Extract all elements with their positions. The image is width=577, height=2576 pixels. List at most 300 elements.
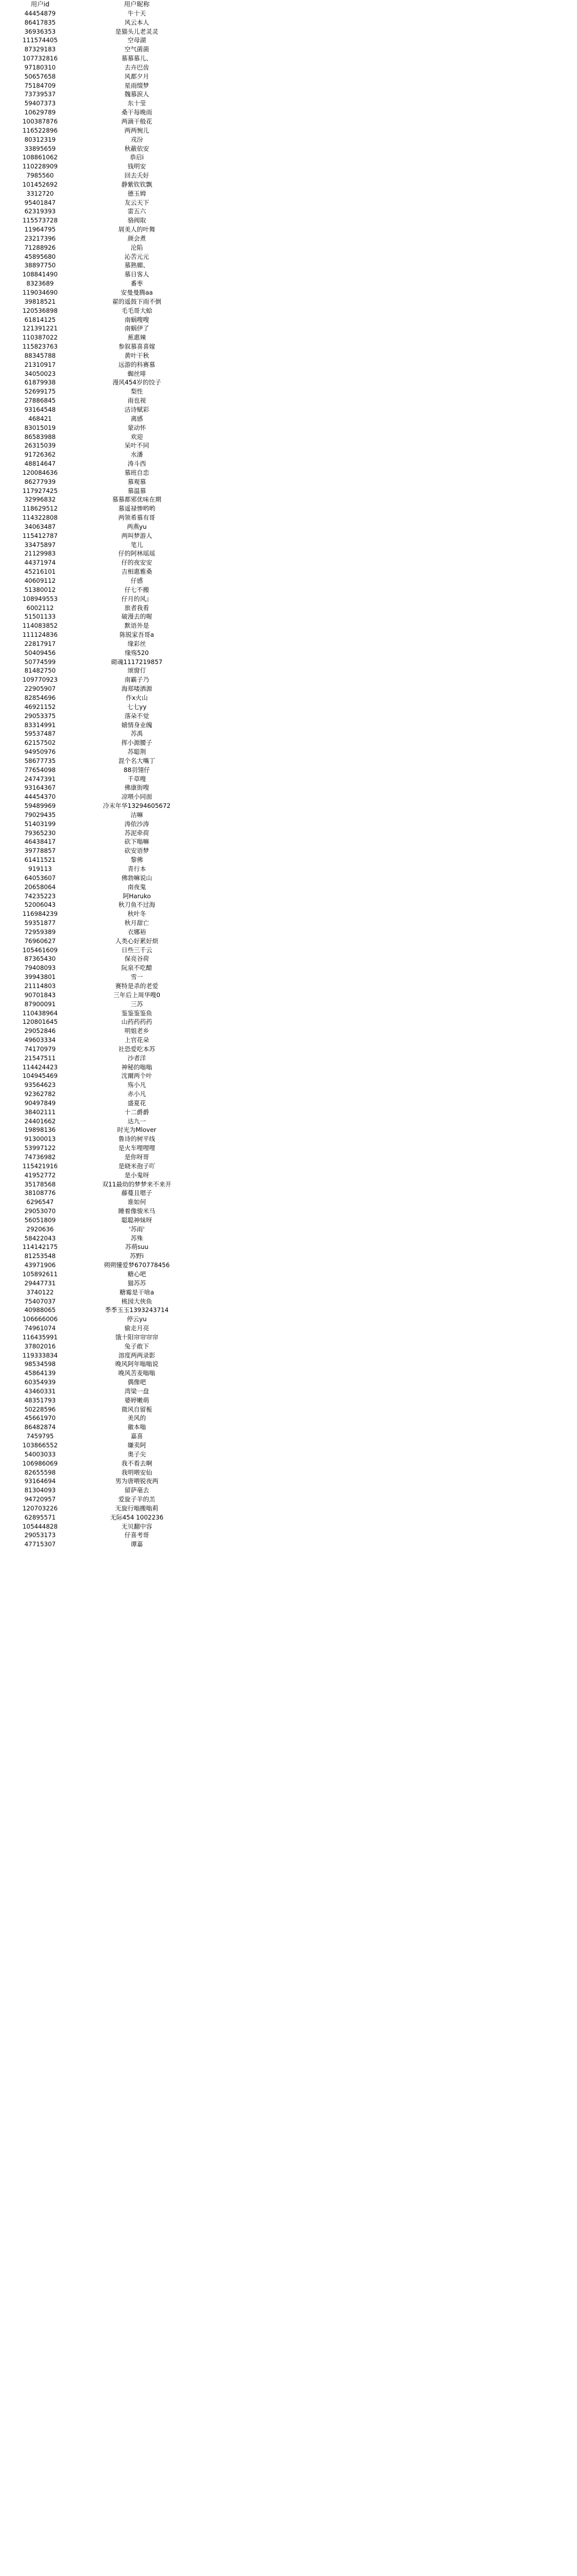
table-row: [0, 1270, 193, 1279]
table-row: [0, 360, 193, 369]
table-row: [0, 883, 193, 892]
user-nickname-cell: 慕遥禄惨哟哟: [118, 505, 155, 513]
user-id-cell: 54003033: [24, 1450, 56, 1458]
user-id-cell: 52699175: [24, 388, 56, 396]
user-nickname-cell: 南蜗嗖嗖: [124, 315, 149, 323]
user-nickname-cell: 钱明安: [127, 163, 146, 171]
table-row: [0, 604, 193, 613]
user-nickname-cell: 东十莹: [127, 99, 146, 107]
user-nickname-cell: 糖霉是干啥a: [119, 1288, 154, 1296]
user-nickname-cell: 涛依沙涛: [124, 820, 149, 828]
user-nickname-cell: 慕慕慕儿、: [121, 55, 152, 63]
user-id-cell: 100387876: [22, 117, 58, 125]
user-id-cell: 44371974: [24, 559, 56, 567]
user-nickname-cell: 猫苏苏: [127, 1279, 146, 1287]
user-id-cell: 106666006: [22, 1315, 58, 1323]
user-id-cell: 71288926: [24, 243, 56, 251]
user-id-cell: 91300013: [24, 1135, 56, 1143]
table-row: [0, 621, 193, 630]
user-nickname-cell: 兔子敢下: [124, 1342, 149, 1350]
user-nickname-cell: 蒙动怀: [127, 423, 146, 431]
user-id-cell: 108949553: [22, 595, 58, 603]
table-row: [0, 1135, 193, 1144]
user-nickname-cell: 是火车哩哩哩: [118, 1144, 155, 1152]
user-nickname-cell: 挥小源腰子: [121, 739, 152, 747]
user-nickname-cell: 千草嗖: [127, 775, 146, 783]
user-id-cell: 76960627: [24, 937, 56, 945]
user-id-cell: 34050023: [24, 369, 56, 377]
user-nickname-cell: 时光为Mlover: [117, 1126, 157, 1134]
user-id-cell: 52006043: [24, 901, 56, 909]
table-row: [0, 1117, 193, 1126]
table-row: [0, 1342, 193, 1351]
user-nickname-cell: 凉喂小同面: [121, 793, 152, 801]
table-row: [0, 1162, 193, 1171]
table-row: [0, 837, 193, 846]
user-id-cell: 29053070: [24, 1207, 56, 1215]
user-nickname-cell: 慕观慕: [127, 477, 146, 485]
user-id-cell: 101452692: [22, 180, 58, 188]
user-id-cell: 87900091: [24, 1000, 56, 1008]
user-nickname-cell: 是晓米孢子吖: [118, 1162, 155, 1170]
user-id-cell: 114142175: [22, 1243, 58, 1251]
table-row: [0, 1486, 193, 1495]
table-row: [0, 135, 193, 144]
table-row: [0, 450, 193, 459]
user-id-cell: 29447731: [24, 1279, 56, 1287]
user-nickname-cell: 无际454 1002236: [110, 1513, 163, 1521]
user-nickname-cell: 留萨毫去: [124, 1486, 149, 1494]
user-nickname-cell: 仔七不搬: [124, 585, 149, 593]
user-id-cell: 468421: [28, 414, 52, 422]
user-id-cell: 41952772: [24, 1171, 56, 1179]
user-id-cell: 115573728: [22, 217, 58, 225]
user-id-cell: 38402111: [24, 1108, 56, 1116]
user-id-cell: 21547511: [24, 1054, 56, 1062]
user-id-cell: 81482750: [24, 667, 56, 675]
user-nickname-cell: 上官花朵: [124, 1036, 149, 1044]
table-row: [0, 1459, 193, 1468]
user-id-cell: 93564623: [24, 1081, 56, 1089]
user-id-cell: 2920636: [26, 1225, 54, 1233]
user-id-cell: 24747391: [24, 775, 56, 783]
user-id-cell: 81253548: [24, 1252, 56, 1260]
table-row: [0, 433, 193, 442]
table-row: [0, 792, 193, 801]
user-nickname-cell: 嬉情身业魄: [121, 721, 152, 729]
user-id-cell: 114083852: [22, 622, 58, 630]
table-row: [0, 441, 193, 450]
user-nickname-cell: 落朵不觉: [124, 712, 149, 720]
user-id-cell: 39943801: [24, 973, 56, 981]
table-row: [0, 252, 193, 261]
table-row: [0, 423, 193, 433]
user-id-cell: 59407373: [24, 99, 56, 107]
user-id-cell: 45661970: [24, 1414, 56, 1422]
user-nickname-cell: 睡着像骏米马: [118, 1207, 155, 1215]
table-row: [0, 712, 193, 721]
user-nickname-cell: 神秘的嗡嗡: [121, 1063, 152, 1071]
user-nickname-cell: 黄叶干秋: [124, 351, 149, 359]
table-row: [0, 639, 193, 649]
user-nickname-cell: 仔月的风』: [121, 595, 152, 603]
table-row: [0, 982, 193, 991]
table-row: [0, 558, 193, 567]
table-row: [0, 1207, 193, 1216]
table-row: [0, 1009, 193, 1018]
table-row: [0, 658, 193, 667]
user-nickname-cell: 沦陷: [130, 243, 143, 251]
user-id-cell: 40609112: [24, 577, 56, 584]
user-nickname-cell: 空气菌菌: [124, 45, 149, 53]
table-row: [0, 900, 193, 909]
user-id-cell: 59489969: [24, 802, 56, 810]
user-nickname-cell: 苏萌suu: [125, 1243, 149, 1251]
user-id-cell: 60354939: [24, 1378, 56, 1386]
user-nickname-cell: 沙者洋: [127, 1054, 146, 1062]
table-row: [0, 1171, 193, 1180]
user-nickname-cell: 破漫去的喔: [121, 613, 152, 621]
table-row: [0, 1063, 193, 1072]
table-row: [0, 487, 193, 496]
table-row: [0, 946, 193, 955]
table-row: [0, 333, 193, 342]
user-id-cell: 51380012: [24, 585, 56, 593]
table-row: [0, 811, 193, 820]
user-nickname-cell: 砌魂1117219857: [111, 658, 163, 666]
user-nickname-cell: 雪一: [130, 973, 143, 981]
table-row: [0, 396, 193, 405]
user-nickname-cell: 欢迎: [130, 433, 143, 441]
user-nickname-cell: 奥子尖: [127, 1450, 146, 1458]
table-row: [0, 459, 193, 468]
table-row: [0, 721, 193, 730]
table-row: [0, 387, 193, 396]
table-row: [0, 1333, 193, 1342]
user-nickname-cell: 糖心吧: [127, 1270, 146, 1278]
user-table: [0, 0, 193, 1549]
user-id-cell: 38897750: [24, 261, 56, 269]
user-nickname-cell: 缘殇520: [124, 649, 149, 657]
user-nickname-cell: 仔感: [130, 577, 143, 584]
user-id-cell: 38108776: [24, 1189, 56, 1197]
user-id-cell: 119034690: [22, 289, 58, 296]
table-row: [0, 1234, 193, 1243]
table-row: [0, 1405, 193, 1414]
user-id-cell: 105461609: [22, 946, 58, 954]
user-id-cell: 29053375: [24, 712, 56, 720]
table-row: [0, 846, 193, 855]
table-row: [0, 1017, 193, 1027]
user-nickname-cell: 旅者我看: [124, 604, 149, 612]
user-id-cell: 45216101: [24, 568, 56, 576]
user-nickname-cell: 戎汾: [130, 135, 143, 143]
user-nickname-cell: 双11最幼的梦梦来不来开: [102, 1180, 171, 1188]
user-nickname-cell: 沽嘛: [130, 811, 143, 819]
table-row: [0, 1045, 193, 1054]
user-nickname-cell: 恭启i: [129, 153, 144, 161]
user-nickname-cell: 盛夏花: [127, 1099, 146, 1107]
user-id-cell: 19898136: [24, 1126, 56, 1134]
user-nickname-cell: 藤蔓且嗯子: [121, 1189, 152, 1197]
table-row: [0, 775, 193, 784]
user-id-cell: 34063487: [24, 522, 56, 530]
user-id-cell: 95401847: [24, 198, 56, 206]
user-nickname-cell: 苏殊: [130, 1234, 143, 1242]
table-row: [0, 531, 193, 541]
table-row: [0, 1414, 193, 1423]
table-row: [0, 477, 193, 487]
user-id-cell: 22817917: [24, 639, 56, 647]
user-nickname-cell: 蜘丝啡: [127, 369, 146, 377]
user-nickname-cell: 我明喂安仙: [121, 1468, 152, 1476]
user-nickname-cell: 明姐老乡: [124, 1027, 149, 1035]
table-row: [0, 1306, 193, 1315]
table-row: [0, 27, 193, 36]
user-nickname-cell: 青行本: [127, 865, 146, 873]
user-id-cell: 44454370: [24, 793, 56, 801]
user-id-cell: 94950976: [24, 748, 56, 756]
table-row: [0, 261, 193, 270]
user-nickname-cell: 是小鬼呀: [124, 1171, 149, 1179]
table-row: [0, 1081, 193, 1090]
user-nickname-cell: 保亮谷荷: [124, 955, 149, 963]
user-id-cell: 119333834: [22, 1351, 58, 1359]
table-row: [0, 324, 193, 333]
user-id-cell: 45895680: [24, 252, 56, 260]
user-nickname-cell: 牛十天: [127, 9, 146, 17]
user-id-cell: 108841490: [22, 271, 58, 279]
table-row: [0, 1125, 193, 1135]
table-row: [0, 1153, 193, 1162]
table-row: [0, 1216, 193, 1225]
user-id-cell: 98534598: [24, 1360, 56, 1368]
table-row: [0, 963, 193, 973]
table-row: [0, 937, 193, 946]
user-nickname-cell: 慕熟媚、: [124, 261, 149, 269]
user-id-cell: 6296547: [26, 1198, 54, 1206]
user-nickname-cell: 慕慕都邪优味在期: [112, 496, 161, 504]
table-row: [0, 225, 193, 234]
user-id-cell: 105892611: [22, 1270, 58, 1278]
table-row: [0, 783, 193, 792]
table-row: [0, 991, 193, 1000]
user-nickname-cell: 桃园大俠鱼: [121, 1297, 152, 1305]
user-id-cell: 97180310: [24, 63, 56, 71]
table-row: [0, 703, 193, 712]
header-user-id: 用户id: [30, 1, 50, 8]
table-row: [0, 1243, 193, 1252]
user-nickname-cell: 溶度两两录影: [118, 1351, 155, 1359]
user-nickname-cell: 苏禹: [130, 730, 143, 738]
user-id-cell: 116522896: [22, 126, 58, 134]
user-id-cell: 26315039: [24, 442, 56, 450]
table-row: [0, 306, 193, 315]
user-nickname-cell: 我不看去啊: [121, 1459, 152, 1467]
user-id-cell: 94720957: [24, 1495, 56, 1503]
user-id-cell: 80312319: [24, 135, 56, 143]
user-nickname-cell: 衣娜裕: [127, 928, 146, 936]
user-id-cell: 51403199: [24, 820, 56, 828]
user-id-cell: 7459795: [26, 1432, 54, 1440]
user-id-cell: 115823763: [22, 343, 58, 351]
user-id-cell: 88345788: [24, 351, 56, 359]
user-nickname-cell: 漫风454岁的饺子: [112, 379, 161, 387]
user-id-cell: 58677735: [24, 757, 56, 765]
user-id-cell: 62319393: [24, 207, 56, 215]
table-row: [0, 153, 193, 162]
user-nickname-cell: 赛特是杀的老爱: [115, 982, 159, 990]
table-row: [0, 1477, 193, 1486]
user-nickname-cell: 德玉姆: [127, 189, 146, 197]
user-id-cell: 86417835: [24, 18, 56, 26]
user-id-cell: 59351877: [24, 919, 56, 927]
user-nickname-cell: 佛勃嘛说山: [121, 874, 152, 882]
user-nickname-cell: 晚风苦麦嗡嗡: [118, 1369, 155, 1377]
table-row: [0, 1522, 193, 1531]
user-id-cell: 77654098: [24, 766, 56, 774]
user-id-cell: 50409456: [24, 649, 56, 657]
user-id-cell: 86482874: [24, 1423, 56, 1431]
user-nickname-cell: 88羽翎仔: [123, 766, 150, 774]
user-nickname-cell: 静紫钦钦飘: [121, 180, 152, 188]
table-row: [0, 414, 193, 423]
user-nickname-cell: 沁苦元元: [124, 252, 149, 260]
user-id-cell: 50657658: [24, 72, 56, 80]
user-id-cell: 110387022: [22, 334, 58, 342]
user-nickname-cell: 嫌卖阿: [127, 1441, 146, 1449]
table-row: [0, 243, 193, 252]
user-id-cell: 110438964: [22, 1009, 58, 1017]
table-row: [0, 829, 193, 838]
table-row: [0, 747, 193, 757]
user-id-cell: 87329183: [24, 45, 56, 53]
user-nickname-cell: 无旋行嗡搬嗡莉: [115, 1504, 159, 1512]
table-row: [0, 1252, 193, 1261]
user-nickname-cell: 番枣: [130, 280, 143, 288]
user-nickname-cell: 嘉喜: [130, 1432, 143, 1440]
user-id-cell: 75184709: [24, 81, 56, 89]
user-id-cell: 39818521: [24, 297, 56, 305]
table-row: [0, 180, 193, 189]
user-nickname-cell: 雨也视: [127, 397, 146, 405]
user-nickname-cell: 秋刀鱼不过海: [118, 901, 155, 909]
user-nickname-cell: 毛毛哥大蛤: [121, 306, 152, 314]
table-row: [0, 297, 193, 306]
user-id-cell: 93164694: [24, 1477, 56, 1485]
user-id-cell: 24401662: [24, 1117, 56, 1125]
user-id-cell: 64053607: [24, 874, 56, 882]
table-row: [0, 468, 193, 477]
user-id-cell: 115412787: [22, 531, 58, 539]
user-id-cell: 3740122: [26, 1288, 54, 1296]
user-id-cell: 23217396: [24, 234, 56, 242]
user-nickname-cell: 友云天下: [124, 198, 149, 206]
table-row: [0, 1108, 193, 1117]
user-nickname-cell: 秋月甜亡: [124, 919, 149, 927]
user-nickname-cell: 两滴干般花: [121, 117, 152, 125]
user-id-cell: 56051809: [24, 1216, 56, 1224]
user-nickname-cell: 聪聪神妹呀: [121, 1216, 152, 1224]
user-nickname-cell: 微风自留栀: [121, 1405, 152, 1413]
user-id-cell: 111124836: [22, 631, 58, 639]
user-nickname-cell: 颜会煮: [127, 234, 146, 242]
user-nickname-cell: 混个名大嘴丁: [118, 757, 155, 765]
table-row: [0, 892, 193, 901]
table-row: [0, 72, 193, 81]
table-row: [0, 729, 193, 738]
user-nickname-cell: 秋叶冬: [127, 910, 146, 918]
table-row: [0, 81, 193, 90]
user-id-cell: 75407037: [24, 1297, 56, 1305]
user-id-cell: 40988065: [24, 1306, 56, 1314]
table-row: [0, 855, 193, 865]
table-row: [0, 351, 193, 360]
user-id-cell: 105444828: [22, 1522, 58, 1530]
user-id-cell: 49603334: [24, 1036, 56, 1044]
user-nickname-cell: 三苏: [130, 1000, 143, 1008]
table-row: [0, 973, 193, 982]
table-row: [0, 1261, 193, 1270]
user-id-cell: 44454879: [24, 9, 56, 17]
user-id-cell: 103866552: [22, 1441, 58, 1449]
user-id-cell: 33895659: [24, 144, 56, 152]
user-id-cell: 32996832: [24, 496, 56, 504]
user-id-cell: 106986069: [22, 1459, 58, 1467]
user-id-cell: 83015019: [24, 423, 56, 431]
user-id-cell: 108861062: [22, 153, 58, 161]
table-row: [0, 1378, 193, 1387]
table-row: [0, 504, 193, 513]
user-nickname-cell: 空母湖: [127, 36, 146, 44]
user-nickname-cell: 停云yu: [127, 1315, 147, 1323]
table-row: [0, 126, 193, 135]
user-nickname-cell: '苏雨': [129, 1225, 145, 1233]
user-id-cell: 107732816: [22, 55, 58, 63]
user-nickname-cell: 去卉巴齿: [124, 63, 149, 71]
table-row: [0, 342, 193, 351]
user-nickname-cell: 桑干每晚雨: [121, 109, 152, 117]
user-nickname-cell: 颂窗仃: [127, 667, 146, 675]
user-nickname-cell: 男为唐喂锐夜两: [115, 1477, 159, 1485]
table-row: [0, 630, 193, 639]
table-row: [0, 117, 193, 126]
user-id-cell: 62895571: [24, 1513, 56, 1521]
user-nickname-cell: 两叫梦游人: [121, 531, 152, 539]
user-id-cell: 111574405: [22, 36, 58, 44]
user-id-cell: 91726362: [24, 451, 56, 459]
user-id-cell: 33475897: [24, 541, 56, 549]
table-row: [0, 612, 193, 621]
user-id-cell: 109770923: [22, 676, 58, 684]
user-id-cell: 50228596: [24, 1405, 56, 1413]
user-nickname-cell: 偶像吧: [127, 1378, 146, 1386]
user-id-cell: 87365430: [24, 955, 56, 963]
user-id-cell: 7985560: [26, 172, 54, 180]
user-id-cell: 21114803: [24, 982, 56, 990]
user-nickname-cell: 沈爾两个叶: [121, 1072, 152, 1080]
user-id-cell: 74961074: [24, 1324, 56, 1332]
table-row: [0, 693, 193, 703]
user-nickname-cell: 南霸子乃: [124, 676, 149, 684]
user-nickname-cell: 黎佛: [130, 856, 143, 864]
user-id-cell: 114322808: [22, 514, 58, 522]
table-row: [0, 18, 193, 27]
table-row: [0, 1450, 193, 1459]
user-id-cell: 35178568: [24, 1180, 56, 1188]
user-nickname-cell: 回去夭好: [124, 172, 149, 180]
user-nickname-cell: 笔儿: [130, 541, 143, 549]
